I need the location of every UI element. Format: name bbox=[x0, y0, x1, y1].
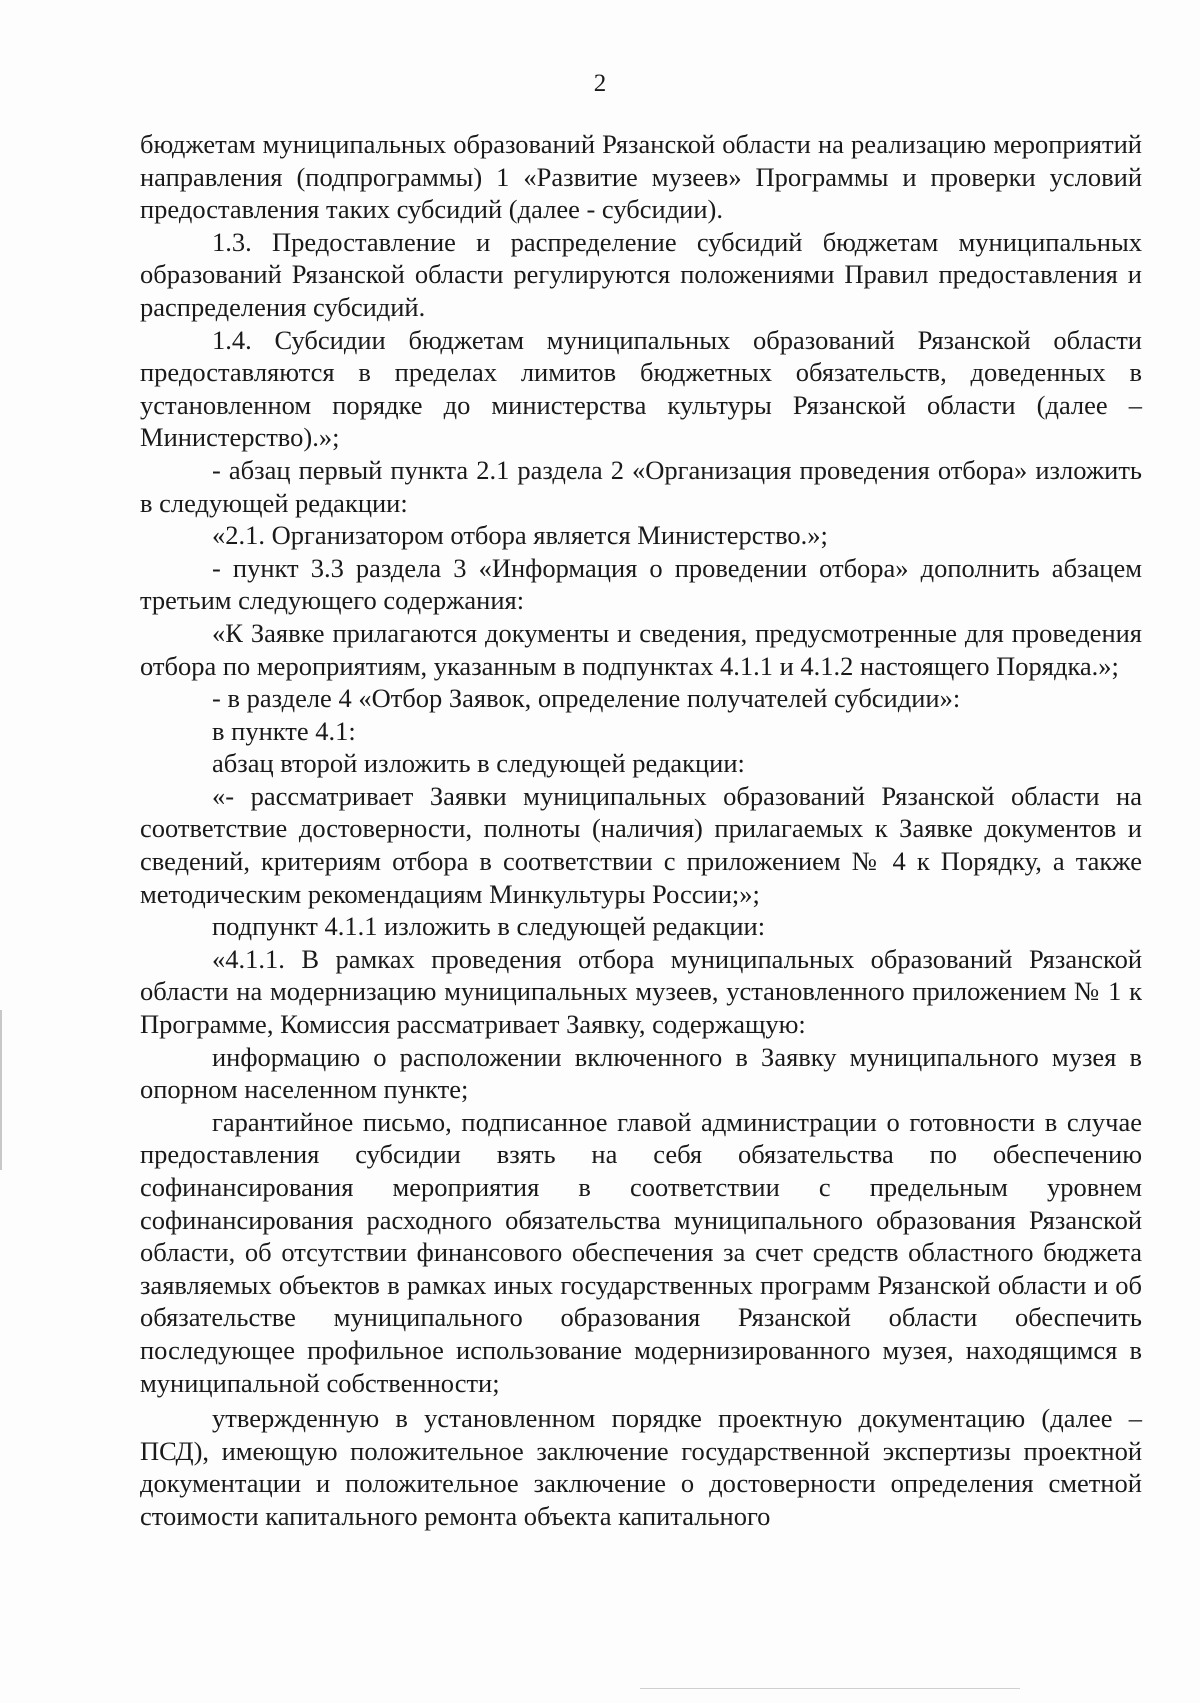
document-body bbox=[140, 128, 1142, 1533]
paragraph-amend-2-1: - абзац первый пункта 2.1 раздела 2 «Организация проведения отбора» изложить в следующей редакции: bbox=[140, 454, 1142, 518]
paragraph-guarantee-letter: гарантийное письмо, подписанное главой администрации о готовности в случае предоставления субсидии взять на себя обязательства по обеспечению софинансирования мероприятия в соответствии с предельным уровнем софинансирования расходного обязательства муниципального образования Рязанской области, об отсутствии финансового обеспечения за счет средств областного бюджета заявляемых объектов в рамках иных государственных программ Рязанской области и об обязательстве муниципального образования Рязанской области обеспечить последующее профильное использование модернизированного музея, находящимся в муниципальной собственности; bbox=[140, 1106, 1142, 1398]
paragraph-subpoint-4-1-1: подпункт 4.1.1 изложить в следующей редакции: bbox=[212, 911, 766, 942]
scan-edge-mark bbox=[0, 1010, 2, 1170]
paragraph-1-3: 1.3. Предоставление и распределение субсидий бюджетам муниципальных образований Рязанской области регулируются положениями Правил предоставления и распределения субсидий. bbox=[140, 226, 1142, 322]
paragraph-section-4: - в разделе 4 «Отбор Заявок, определение получателей субсидии»: bbox=[212, 683, 961, 714]
paragraph-point-4-1: в пункте 4.1: bbox=[212, 715, 356, 746]
paragraph-continuation: бюджетам муниципальных образований Рязанской области на реализацию мероприятий направления (подпрограммы) 1 «Развитие музеев» Программы и проверки условий предоставления таких субсидий (далее - субсидии). bbox=[140, 129, 1142, 225]
paragraph-2-1-text: «2.1. Организатором отбора является Министерство.»; bbox=[212, 520, 828, 551]
paragraph-project-documentation: утвержденную в установленном порядке проектную документацию (далее – ПСД), имеющую положительное заключение государственной экспертизы проектной документации и положительное заключение о достоверности определения сметной стоимости капитального ремонта объекта капитального bbox=[140, 1403, 1142, 1531]
paragraph-review-applications: «- рассматривает Заявки муниципальных образований Рязанской области на соответствие достоверности, полноты (наличия) прилагаемых к Заявке документов и сведений, критериям отбора в соответствии с приложением № 4 к Порядку, а также методическим рекомендациям Минкультуры России;»; bbox=[140, 780, 1142, 909]
paragraph-3-3-text: «К Заявке прилагаются документы и сведения, предусмотренные для проведения отбора по мероприятиям, указанным в подпунктах 4.1.1 и 4.1.2 настоящего Порядка.»; bbox=[140, 617, 1142, 681]
paragraph-1-4: 1.4. Субсидии бюджетам муниципальных образований Рязанской области предоставляются в пределах лимитов бюджетных обязательств, доведенных в установленном порядке до министерства культуры Рязанской области (далее – Министерство).»; bbox=[140, 324, 1142, 453]
paragraph-amend-3-3: - пункт 3.3 раздела 3 «Информация о проведении отбора» дополнить абзацем третьим следующего содержания: bbox=[140, 552, 1142, 616]
paragraph-second-abzac: абзац второй изложить в следующей редакции: bbox=[212, 748, 745, 779]
page-number: 2 bbox=[593, 70, 607, 97]
scan-bottom-mark bbox=[640, 1688, 1020, 1689]
paragraph-museum-location: информацию о расположении включенного в Заявку муниципального музея в опорном населенном пункте; bbox=[140, 1041, 1142, 1105]
paragraph-4-1-1-text: «4.1.1. В рамках проведения отбора муниципальных образований Рязанской области на модернизацию муниципальных музеев, установленного приложением № 1 к Программе, Комиссия рассматривает Заявку, содержащую: bbox=[140, 943, 1142, 1040]
